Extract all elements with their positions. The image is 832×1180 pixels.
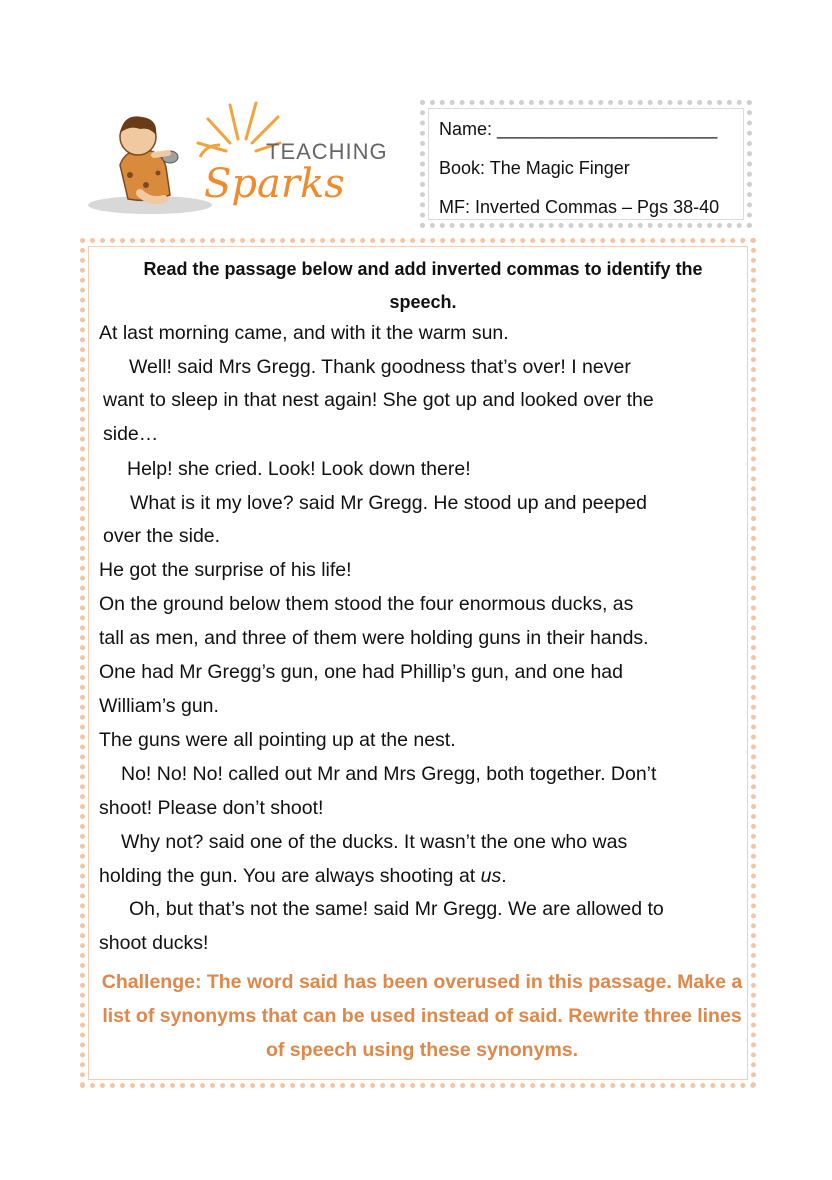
passage-line: shoot ducks!: [99, 932, 209, 954]
caveman-icon: [120, 116, 178, 200]
passage-line: Well! said Mrs Gregg. Thank goodness that’s over! I never: [129, 356, 631, 378]
passage-line: Why not? said one of the ducks. It wasn’t the one who was: [121, 831, 628, 853]
teaching-sparks-logo: [80, 95, 390, 220]
passage-line: He got the surprise of his life!: [99, 559, 352, 581]
book-title: Book: The Magic Finger: [439, 158, 630, 178]
worksheet-panel: [80, 238, 756, 1088]
passage-line: tall as men, and three of them were holding guns in their hands.: [99, 627, 649, 649]
passage-line: At last morning came, and with it the warm sun.: [99, 322, 509, 344]
passage-line: The guns were all pointing up at the nest.: [99, 729, 456, 751]
passage-line: What is it my love? said Mr Gregg. He stood up and peeped: [130, 492, 648, 514]
passage-line: Help! she cried. Look! Look down there!: [127, 458, 471, 480]
emphasized-word: us: [480, 865, 502, 887]
passage-line: want to sleep in that nest again! She got up and looked over the: [103, 389, 654, 411]
challenge-text: Challenge: The word said has been overused in this passage. Make a list of synonyms that can be used instead of said. Rewrite three lines of speech using these synonyms.: [101, 971, 743, 1061]
passage-line: [99, 864, 507, 888]
logo-teaching-text: TEACHING: [266, 139, 388, 164]
instruction-heading: Read the passage below and add inverted commas to identify the speech.: [143, 259, 703, 312]
passage-line: over the side.: [103, 525, 221, 547]
name-field-label[interactable]: Name: ______________________: [439, 119, 718, 139]
passage-line: shoot! Please don’t shoot!: [99, 797, 324, 819]
passage-line: On the ground below them stood the four enormous ducks, as: [99, 593, 634, 615]
passage-line: side…: [103, 423, 159, 445]
passage-line-end: .: [501, 865, 507, 887]
passage-line: One had Mr Gregg’s gun, one had Phillip’s gun, and one had: [99, 661, 623, 683]
logo-sparks-text: Sparks: [204, 161, 345, 207]
student-info-box: [420, 100, 752, 228]
passage-line: William’s gun.: [99, 695, 219, 717]
passage-line: No! No! No! called out Mr and Mrs Gregg, both together. Don’t: [121, 763, 657, 785]
passage-line-text: holding the gun. You are always shooting at: [99, 865, 481, 887]
worksheet-topic: MF: Inverted Commas – Pgs 38-40: [439, 197, 720, 217]
passage-line: Oh, but that’s not the same! said Mr Gregg. We are allowed to: [129, 898, 664, 920]
